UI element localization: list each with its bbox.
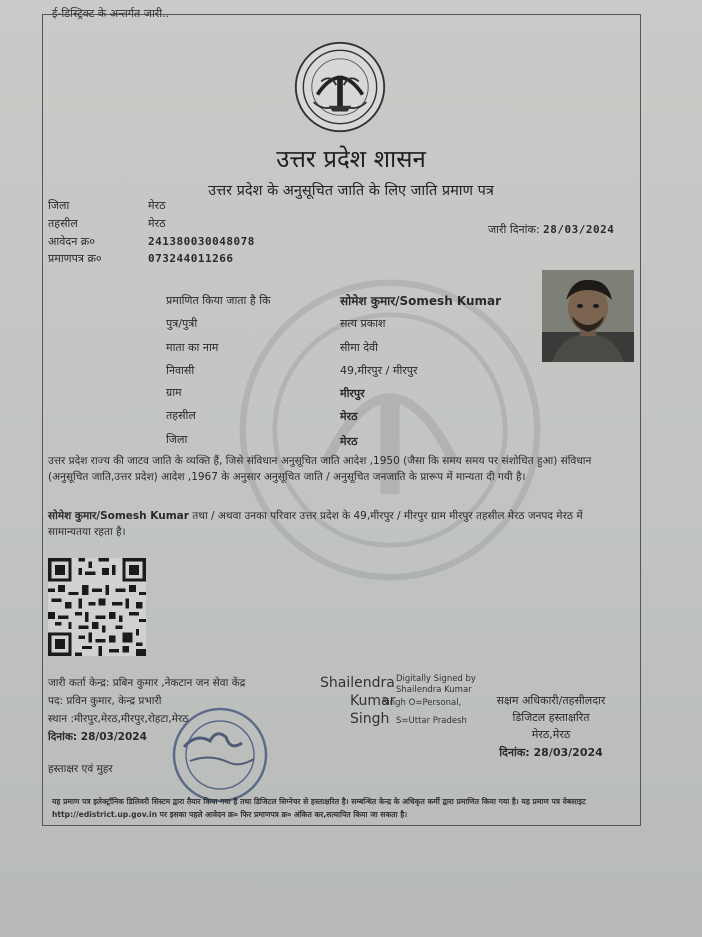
certificate-number-label: प्रमाणपत्र क्र० xyxy=(48,252,102,265)
caste-statement-paragraph: उत्तर प्रदेश राज्य की जाटव जाति के व्यक्ति हैं, जिसे संविधान अनुसूचित जाति आदेश ,1950 (जैसा कि समय समय पर संशोधित हुआ) संविधान (अनुसूचित जाति,उत्तर प्रदेश) आदेश ,1967 के अनुसार अनुसूचित जाति / अनुसूचित जनजाति के प्रारूप में मान्यता दी गयी है। xyxy=(48,455,592,483)
digital-signer-name-line1: Shailendra xyxy=(320,675,395,691)
document-title: उत्तर प्रदेश शासन xyxy=(276,145,426,173)
district-value: मेरठ xyxy=(148,199,166,212)
detail-label-resident: निवासी xyxy=(166,364,195,377)
application-number-label: आवेदन क्र० xyxy=(48,235,95,248)
digital-sig-detail-4: S=Uttar Pradesh xyxy=(396,716,467,726)
applicant-photo xyxy=(542,270,634,362)
signature-and-seal-label: हस्ताक्षर एवं मुहर xyxy=(48,763,113,775)
issuing-center: जारी कर्ता केन्द्र: प्रबिन कुमार ,नेकटान जन सेवा केंद्र xyxy=(48,677,246,689)
issue-date-label: जारी दिनांक: xyxy=(488,223,540,236)
digital-sig-detail-2: Shailendra Kumar xyxy=(396,685,472,695)
detail-label-mother: माता का नाम xyxy=(166,341,219,354)
authority-date: दिनांक: 28/03/2024 xyxy=(499,746,603,759)
residence-statement-name: सोमेश कुमार/Somesh Kumar xyxy=(48,510,189,522)
detail-value-district: मेरठ xyxy=(340,435,358,448)
detail-value-father: सत्य प्रकाश xyxy=(340,317,386,330)
uttar-pradesh-emblem-icon xyxy=(293,40,387,134)
detail-label-certified: प्रमाणित किया जाता है कि xyxy=(166,294,271,307)
certificate-number-value: 073244011266 xyxy=(148,252,234,265)
detail-label-son-daughter: पुत्र/पुत्री xyxy=(166,317,198,330)
district-label: जिला xyxy=(48,199,70,212)
issuer-date: दिनांक: 28/03/2024 xyxy=(48,731,147,743)
detail-value-village: मीरपुर xyxy=(340,387,365,400)
issuer-post: पद: प्रविन कुमार, केन्द्र प्रभारी xyxy=(48,695,162,707)
issue-date xyxy=(488,222,614,237)
detail-value-tehsil: मेरठ xyxy=(340,410,358,423)
detail-label-district: जिला xyxy=(166,433,188,446)
authority-title: सक्षम अधिकारी/तहसीलदार xyxy=(496,694,606,707)
digital-sig-detail-1: Digitally Signed by xyxy=(396,674,476,684)
digital-signer-name-line3: Singh xyxy=(350,711,390,727)
detail-value-resident: 49,मीरपुर / मीरपुर xyxy=(340,364,418,377)
detail-label-village: ग्राम xyxy=(166,386,182,399)
issuer-place: स्थान :मीरपुर,मेरठ,मीरपुर,रोहटा,मेरठ xyxy=(48,713,189,725)
issue-date-value: 28/03/2024 xyxy=(543,223,615,236)
qr-code-icon[interactable] xyxy=(48,558,146,656)
detail-value-name: सोमेश कुमार/Somesh Kumar xyxy=(340,294,502,308)
detail-value-mother: सीमा देवी xyxy=(340,341,379,354)
round-stamp-icon xyxy=(170,705,270,805)
authority-location: मेरठ,मेरठ xyxy=(531,728,571,741)
detail-label-tehsil: तहसील xyxy=(166,409,196,422)
issued-under-edistrict-note: ई-डिस्ट्रिक्ट के अन्तर्गत जारी.. xyxy=(52,7,170,20)
residence-statement-paragraph xyxy=(48,508,618,540)
digital-signer-name-line2: Kumar xyxy=(350,693,396,709)
residence-statement-text: तथा / अथवा उनका परिवार उत्तर प्रदेश के 49,मीरपुर / मीरपुर ग्राम मीरपुर तहसील मेरठ जनपद मेरठ में सामान्यतया रहता है। xyxy=(48,510,583,538)
verification-footer-note: यह प्रमाण पत्र इलेक्ट्रॉनिक डिलिवरी सिस्टम द्वारा तैयार किया गया है तथा डिजिटल सिग्नेचर से हस्ताक्षरित है। सम्बन्धित केन्द्र के अधिकृत कर्मी द्वारा प्रमाणित किया गया है। यह प्रमाण पत्र वेबसाइट http://edistrict.up.gov.in पर इसका पहले आवेदन क्र० फिर प्रमाणपत्र क्र० अंकित कर,सत्यापित किया जा सकता है। xyxy=(52,797,586,819)
authority-digital-signed: डिजिटल हस्ताक्षरित xyxy=(512,711,590,724)
tehsil-value: मेरठ xyxy=(148,217,166,230)
tehsil-label: तहसील xyxy=(48,217,78,230)
document-subtitle: उत्तर प्रदेश के अनुसूचित जाति के लिए जाति प्रमाण पत्र xyxy=(208,183,494,199)
application-number-value: 241380030048078 xyxy=(148,235,255,248)
digital-sig-detail-3: Singh O=Personal, xyxy=(382,698,462,708)
